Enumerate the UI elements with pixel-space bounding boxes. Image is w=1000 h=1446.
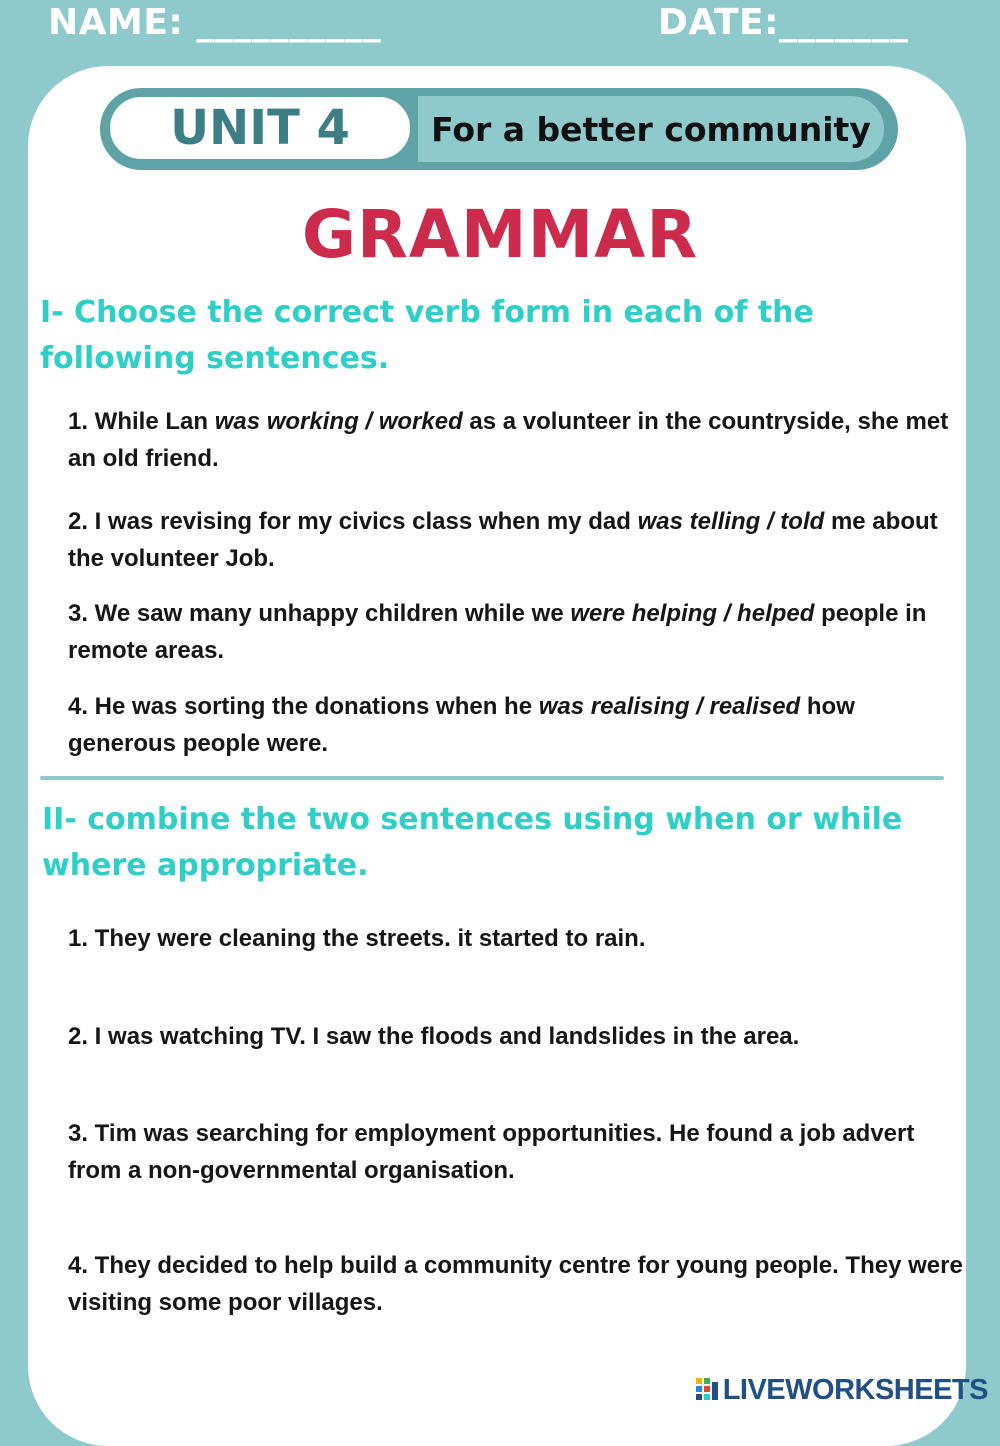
exercise-2-item: 1. They were cleaning the streets. it started to rain.: [68, 925, 646, 952]
verb-choice[interactable]: was realising / realised: [538, 693, 801, 720]
item-text: 1. While Lan: [68, 408, 215, 435]
unit-number: UNIT 4: [108, 95, 412, 161]
section-divider: [40, 776, 944, 780]
section-2-title: II- combine the two sentences using when or while where appropriate.: [42, 802, 903, 883]
liveworksheets-logo-icon: [695, 1377, 719, 1403]
date-field-label: DATE:_______: [658, 2, 909, 43]
verb-choice[interactable]: was working / worked: [214, 408, 463, 435]
liveworksheets-brand: [695, 1372, 988, 1408]
item-text: people in remote areas.: [68, 600, 927, 664]
item-text: 2. I was revising for my civics class when my dad: [68, 508, 638, 535]
verb-choice[interactable]: was telling / told: [637, 508, 825, 535]
item-text: me about the volunteer Job.: [68, 508, 938, 572]
section-1-title: I- Choose the correct verb form in each of the following sentences.: [40, 295, 814, 376]
exercise-2-item: 3. Tim was searching for employment opportunities. He found a job advert from a non-governmental organisation.: [68, 1120, 915, 1184]
name-field-label: NAME: __________: [48, 2, 382, 43]
item-text: 3. We saw many unhappy children while we: [68, 600, 571, 627]
item-text: how generous people were.: [68, 693, 855, 757]
exercise-1-item: [68, 595, 968, 669]
item-text: 4. He was sorting the donations when he: [68, 693, 539, 720]
brand-text: LIVEWORKSHEETS: [722, 1373, 988, 1406]
unit-title: For a better community: [418, 96, 884, 162]
item-text: as a volunteer in the countryside, she met an old friend.: [68, 408, 949, 472]
exercise-1-item: [68, 503, 968, 577]
page-heading: GRAMMAR: [301, 196, 699, 273]
exercise-2-item: 2. I was watching TV. I saw the floods and landslides in the area.: [68, 1023, 800, 1050]
exercise-2-item: 4. They decided to help build a community centre for young people. They were visiting some poor villages.: [68, 1252, 963, 1316]
verb-choice[interactable]: were helping / helped: [570, 600, 815, 627]
exercise-1-item: [68, 688, 968, 762]
exercise-1-item: [68, 403, 968, 477]
